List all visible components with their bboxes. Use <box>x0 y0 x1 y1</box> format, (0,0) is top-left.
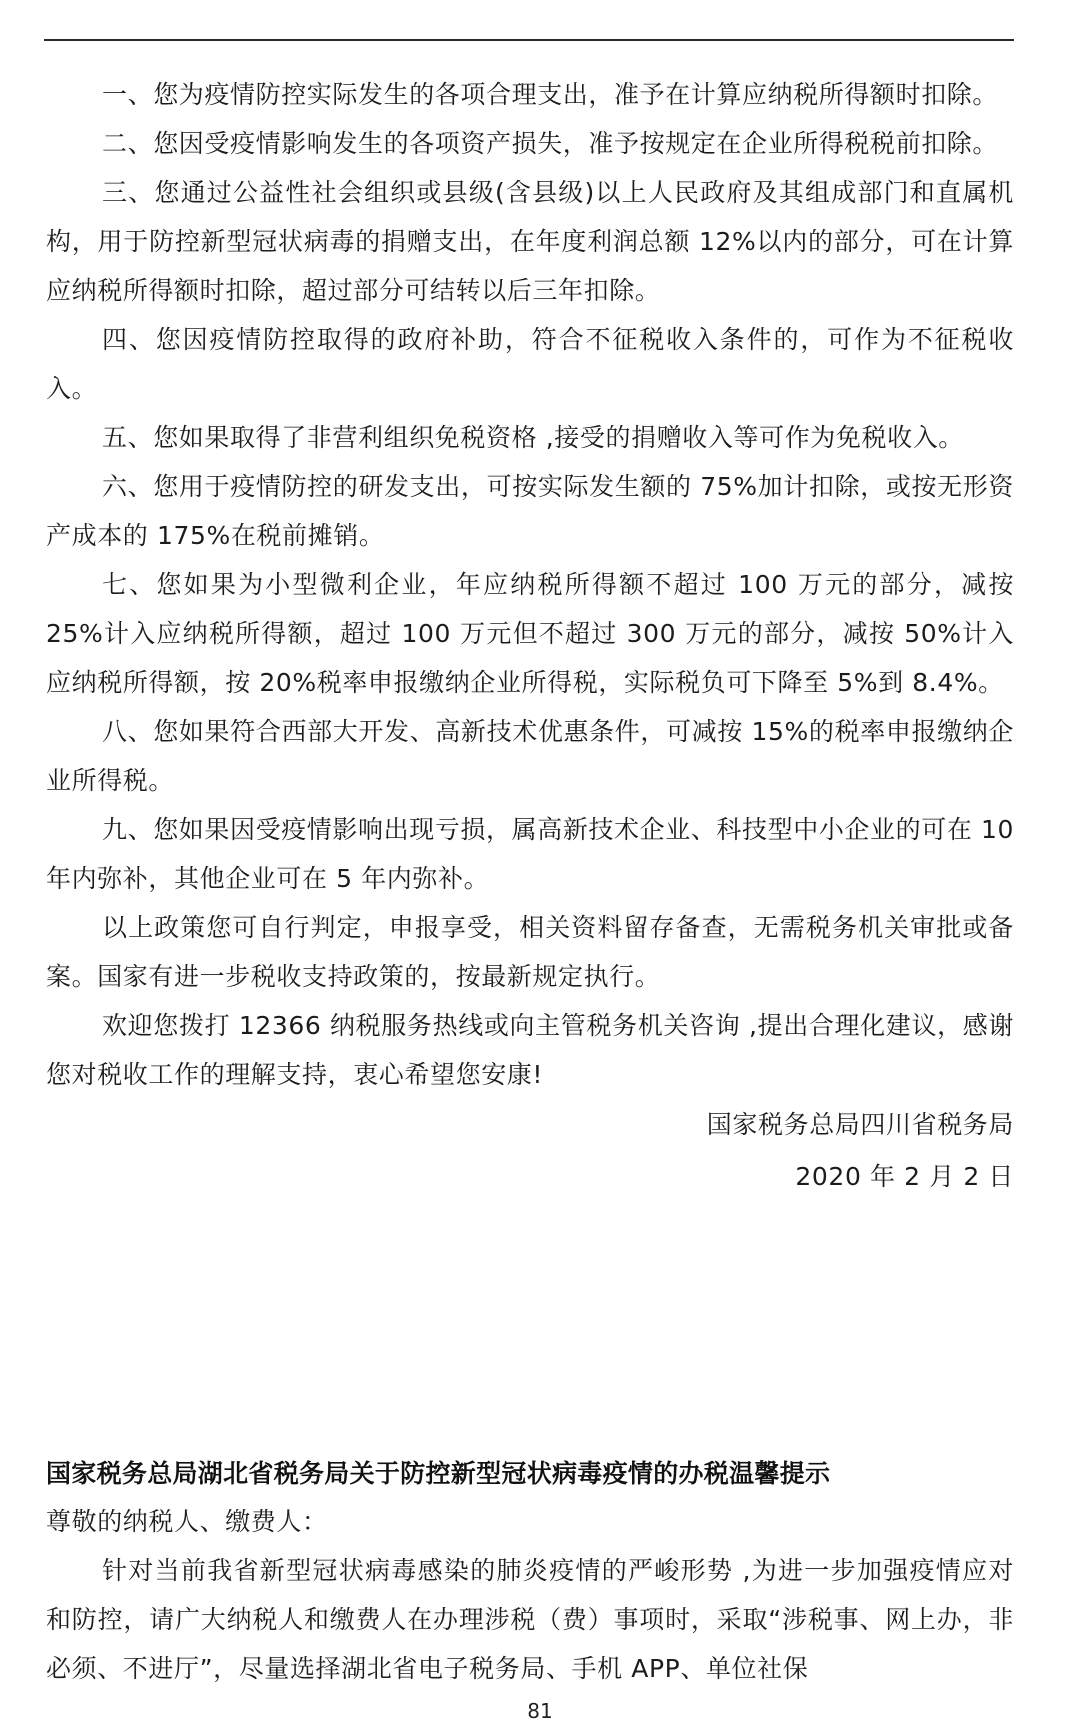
policy-item-3: 三、您通过公益性社会组织或县级(含县级)以上人民政府及其组成部门和直属机构，用于防控新型冠状病毒的捐赠支出，在年度利润总额 12%以内的部分，可在计算应纳税所得额时扣除，超过部分可结转以后三年扣除。 <box>46 178 1014 305</box>
policy-item-7: 七、您如果为小型微利企业，年应纳税所得额不超过 100 万元的部分，减按 25%计入应纳税所得额，超过 100 万元但不超过 300 万元的部分，减按 50%计入应纳税所得额，按 20%税率申报缴纳企业所得税，实际税负可下降至 5%到 8.4%。 <box>46 570 1014 697</box>
policy-item-4: 四、您因疫情防控取得的政府补助，符合不征税收入条件的，可作为不征税收入。 <box>46 325 1014 403</box>
policy-item-8: 八、您如果符合西部大开发、高新技术优惠条件，可减按 15%的税率申报缴纳企业所得税。 <box>46 717 1014 795</box>
closing-note: 欢迎您拨打 12366 纳税服务热线或向主管税务机关咨询 ,提出合理化建议，感谢您对税收工作的理解支持，衷心希望您安康! <box>46 1011 1014 1089</box>
policy-item-2: 二、您因受疫情影响发生的各项资产损失，准予按规定在企业所得税税前扣除。 <box>102 129 999 158</box>
policy-item-1: 一、您为疫情防控实际发生的各项合理支出，准予在计算应纳税所得额时扣除。 <box>102 80 999 109</box>
salutation: 尊敬的纳税人、缴费人： <box>46 1507 328 1536</box>
section2-paragraph: 针对当前我省新型冠状病毒感染的肺炎疫情的严峻形势 ,为进一步加强疫情应对和防控，请广大纳税人和缴费人在办理涉税（费）事项时，采取“涉税事、网上办，非必须、不进厅”，尽量选择湖北省电子税务局、手机 APP、单位社保 <box>46 1556 1014 1683</box>
page-number: 81 <box>527 1699 553 1723</box>
section2-heading: 国家税务总局湖北省税务局关于防控新型冠状病毒疫情的办税温馨提示 <box>46 1459 831 1488</box>
document-body <box>46 70 1014 1203</box>
policy-note: 以上政策您可自行判定，申报享受，相关资料留存备查，无需税务机关审批或备案。国家有进一步税收支持政策的，按最新规定执行。 <box>46 913 1014 991</box>
policy-item-5: 五、您如果取得了非营利组织免税资格 ,接受的捐赠收入等可作为免税收入。 <box>102 423 964 452</box>
top-rule <box>44 39 1014 41</box>
policy-item-6: 六、您用于疫情防控的研发支出，可按实际发生额的 75%加计扣除，或按无形资产成本的 175%在税前摊销。 <box>46 472 1014 550</box>
policy-item-9: 九、您如果因受疫情影响出现亏损，属高新技术企业、科技型中小企业的可在 10 年内弥补，其他企业可在 5 年内弥补。 <box>46 815 1014 893</box>
signature-org: 国家税务总局四川省税务局 <box>706 1110 1014 1139</box>
section2-body <box>46 1498 1014 1693</box>
signature-date: 2020 年 2 月 2 日 <box>795 1162 1014 1191</box>
